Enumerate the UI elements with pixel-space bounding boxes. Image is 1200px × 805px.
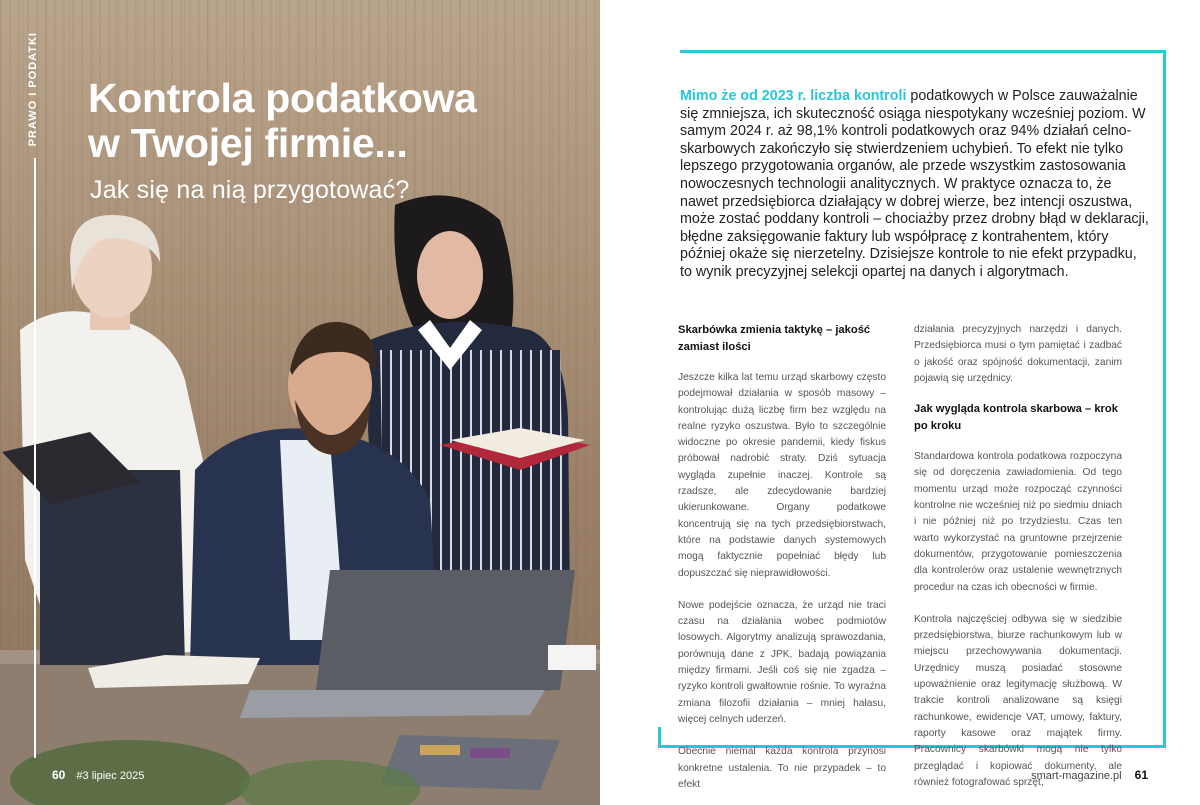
col2-continuation: działania precyzyjnych narzędzi i danych. Przedsiębiorca musi o tym pamiętać i zadbać o jakość oraz spójność dokumentacji, zanim pojawią się urzędnicy. (914, 324, 1122, 384)
right-page (600, 0, 1200, 805)
right-page-number: 61 (1134, 768, 1148, 782)
col2-paragraph-2: Kontrola najczęściej odbywa się w siedzibie przedsiębiorstwa, biurze rachunkowym lub w miejscu przechowywania dokumentacji. Urzędnicy muszą posiadać stosowne upoważnienie oraz legitymację służbową. W trakcie kontroli analizowane są księgi rachunkowe, ewidencje VAT, umowy, faktury, raporty kasowe oraz majątek firmy. Pracownicy skarbówki mogą nie tylko przeglądać i kopiować dokumenty, ale również fotografować sprzęt, (914, 613, 1122, 788)
lead-accent: Mimo że od 2023 r. liczba kontroli (680, 88, 907, 104)
lead-paragraph (680, 88, 1150, 282)
website-link[interactable]: smart-magazine.pl (1031, 770, 1122, 782)
issue-label: #3 lipiec 2025 (76, 770, 145, 782)
section-label: PRAWO I PODATKI (27, 32, 39, 147)
col1-paragraph-3: Obecnie niemal każda kontrola przynosi konkretne ustalenia. To nie przypadek – to efekt (678, 746, 886, 790)
right-folio (1031, 768, 1148, 782)
column-2 (914, 322, 1122, 805)
article-headline (88, 76, 568, 166)
accent-frame-top (680, 50, 1166, 53)
col1-paragraph-1: Jeszcze kilka lat temu urząd skarbowy często podejmował działania w sposób masowy – kontrolując dużą liczbę firm bez względu na realne ryzyko oszustwa. Było to szczególnie widoczne po okresie pandemii, kiedy fiskus próbował nadrobić straty. Dziś sytuacja wygląda zupełnie inaczej. Kontrole są rzadsze, ale zdecydowanie bardziej ukierunkowane. Organy podatkowe koncentrują się na tych przedsiębiorstwach, które na podstawie danych systemowych mogą faktycznie popełniać błędy lub dopuszczać się nieprawidłowości. (678, 372, 886, 579)
headline-line-1: Kontrola podatkowa (88, 75, 477, 121)
col1-paragraph-2: Nowe podejście oznacza, że urząd nie traci czasu na działania wobec podmiotów losowych. Algorytmy analizują sprawozdania, porównują dane z JPK, badają powiązania między firmami. Jeśli coś się nie zgadza – ryzyko kontroli gwałtownie rośnie. To wyraźna zmiana filozofii działania – mniej hałasu, więcej celnych uderzeń. (678, 599, 886, 725)
vertical-divider (34, 158, 36, 758)
left-folio (52, 768, 144, 782)
col2-heading: Jak wygląda kontrola skarbowa – krok po kroku (914, 403, 1118, 433)
headline-line-2: w Twojej firmie... (88, 120, 408, 166)
column-1 (678, 322, 886, 805)
lead-text: podatkowych w Polsce zauważalnie się zmniejsza, ich skuteczność osiąga niespotykany wcześniej poziom. W samym 2024 r. aż 98,1% kontroli podatkowych oraz 94% działań celno-skarbowych zakończyło się stwierdzeniem uchybień. To efekt nie tylko lepszego przygotowania organów, ale przede wszystkim zastosowania nowoczesnych technologii analitycznych. W praktyce oznacza to, że nawet przedsiębiorca działający w dobrej wierze, bez intencji oszustwa, może zostać poddany kontroli – chociażby przez drobny błąd w deklaracji, błędne zaksięgowanie faktury lub współpracę z kontrahentem, który później okaże się nierzetelny. Dzisiejsze kontrole to nie efekt przypadku, to wynik precyzyjnej selekcji opartej na danych i algorytmach. (680, 88, 1149, 280)
left-page-number: 60 (52, 768, 66, 782)
col2-paragraph-1: Standardowa kontrola podatkowa rozpoczyna się od doręczenia zawiadomienia. Od tego momentu urząd może rozpocząć czynności kontrolne nie wcześniej niż po siedmiu dniach i nie później niż po trzydziestu. Czas ten warto wykorzystać na gruntowne przejrzenie dokumentów, przygotowanie pomieszczenia dla kontrolerów oraz ustalenie wewnętrznych procedur na czas ich obecności w firmie. (914, 451, 1122, 593)
article-subheadline: Jak się na nią przygotować? (90, 176, 410, 204)
col1-heading: Skarbówka zmienia taktykę – jakość zamiast ilości (678, 324, 871, 353)
accent-frame-tick (658, 727, 661, 748)
